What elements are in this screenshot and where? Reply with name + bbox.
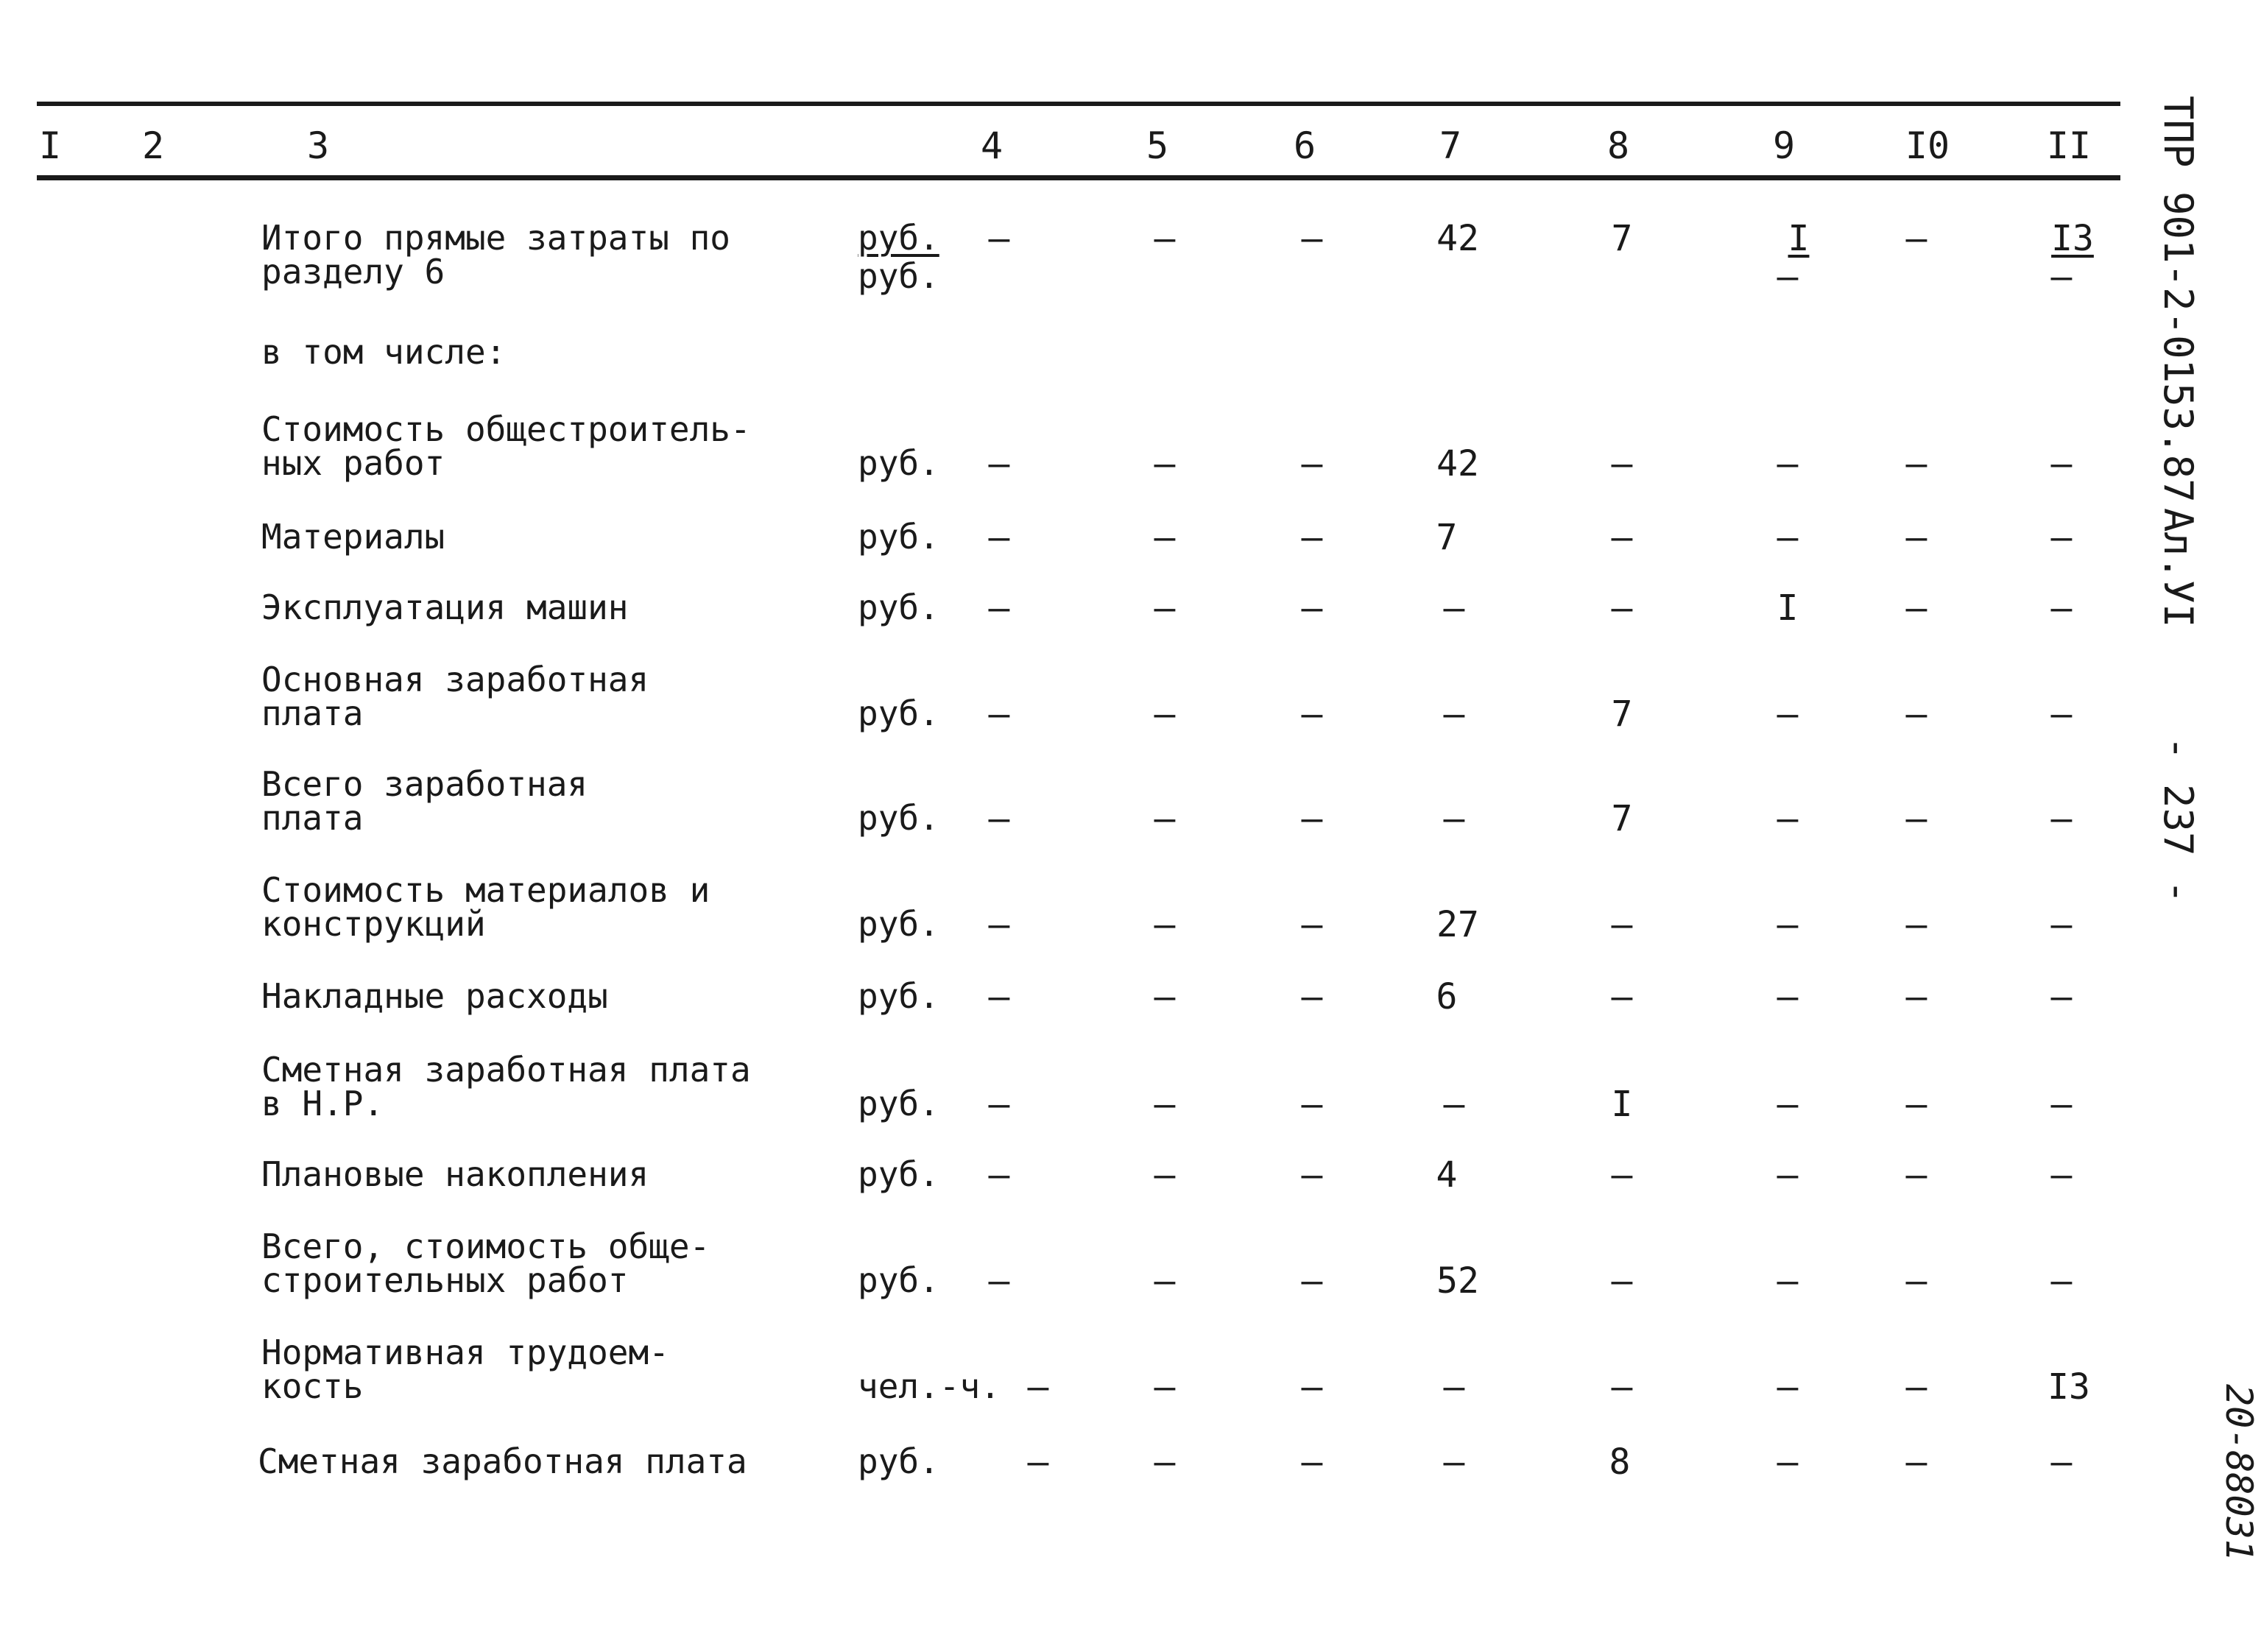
cell-col-10: – [1905,798,1927,839]
cell-col-5: – [1154,976,1176,1017]
row-label: Всего заработная плата [261,764,588,838]
row-unit: руб. [858,693,939,733]
cell-col-6: – [1301,517,1323,558]
cell-col-5: – [1154,517,1176,558]
cell-col-11: – [2050,693,2073,735]
cell-col-7: – [1443,1441,1465,1483]
row-unit: чел.-ч. [858,1366,1001,1406]
cell-col-8: – [1611,517,1633,558]
cell-col-8: – [1611,1260,1633,1302]
column-header-4: 4 [980,124,1003,167]
cell-col-4: – [1027,1441,1049,1483]
cell-col-9: – [1777,1084,1799,1125]
cell-col-7: – [1443,798,1465,839]
cell-col-5: – [1154,218,1176,259]
cell-col-8: – [1611,1366,1633,1408]
column-header-9: 9 [1772,124,1796,167]
cell-col-7: – [1443,693,1465,735]
cell-col-6: – [1301,1366,1323,1408]
row-label: Накладные расходы [261,976,608,1016]
cell-col-5: – [1154,1366,1176,1408]
column-header-6: 6 [1293,124,1316,167]
cell-col-10: – [1905,1154,1927,1196]
cell-col-4: – [988,1260,1010,1302]
cell-col-6: – [1301,218,1323,259]
column-header-10: I0 [1905,124,1950,167]
cell-col-7: 6 [1436,976,1458,1017]
cell-col-10: – [1905,218,1927,259]
cell-col-6: – [1301,1441,1323,1483]
column-header-1: I [38,124,62,167]
row-label: Сметная заработная плата [258,1441,747,1481]
cell-col-5: – [1154,1154,1176,1196]
table-top-rule [37,102,2120,106]
cell-col-5: – [1154,1441,1176,1483]
row-label: Стоимость общестроитель- ных работ [261,409,751,483]
cell-col-6: – [1301,1260,1323,1302]
cell-col-11: – [2050,1260,2073,1302]
cell-col-10: – [1905,517,1927,558]
row-unit: руб. [858,587,939,627]
cell-col-4: – [988,693,1010,735]
cell-col-7: – [1443,587,1465,629]
cell-col-8: – [1611,976,1633,1017]
cell-col-10: – [1905,1441,1927,1483]
cell-col-9: – [1777,798,1799,839]
cell-col-7: 4 [1436,1154,1458,1196]
cell-col-10: – [1905,443,1927,484]
document-code: ТПР 901-2-0153.87 [2155,96,2201,503]
cell-col-11: – [2050,904,2073,945]
cell-col-9: – [1777,976,1799,1017]
cell-col-5: – [1154,443,1176,484]
cell-col-10: – [1905,904,1927,945]
cell-col-9: – [1777,1260,1799,1302]
column-header-5: 5 [1146,124,1169,167]
cell-col-4: – [988,443,1010,484]
cell-col-9: I [1788,218,1810,259]
cell-col-4: – [988,587,1010,629]
cell-col-9: – [1777,904,1799,945]
row-unit: руб. [858,1260,939,1300]
row-unit: руб. [858,443,939,483]
cell-col-4: – [988,1154,1010,1196]
cell-col-6: – [1301,1084,1323,1125]
cell-col-4: – [1027,1366,1049,1408]
column-header-11: II [2046,124,2092,167]
cell-col-11: I3 [2051,218,2094,259]
cell-col-9: – [1777,443,1799,484]
cell-col-4: – [988,1084,1010,1125]
cell-col-4: – [988,218,1010,259]
cell-col-7: – [1443,1366,1465,1408]
cell-col-8: I [1611,1084,1633,1125]
cell-col-10: – [1905,1366,1927,1408]
cell-col-8: 7 [1611,218,1633,259]
cell-col-11-denominator: – [2050,256,2073,297]
cell-col-7: 27 [1436,904,1479,945]
row-label: Основная заработная плата [261,660,649,733]
column-header-2: 2 [141,124,165,167]
cell-col-5: – [1154,1260,1176,1302]
row-label: в том числе: [261,332,507,372]
cell-col-6: – [1301,976,1323,1017]
cell-col-11: – [2050,1084,2073,1125]
page-number: - 237 - [2155,736,2201,904]
cell-col-5: – [1154,1084,1176,1125]
row-unit: руб. [858,976,939,1016]
cell-col-11: – [2050,587,2073,629]
cell-col-6: – [1301,693,1323,735]
row-unit: руб. [858,218,939,258]
column-header-3: 3 [306,124,330,167]
row-label: Плановые накопления [261,1154,649,1194]
cell-col-5: – [1154,798,1176,839]
row-label: Сметная заработная плата в Н.Р. [261,1050,751,1123]
row-unit-secondary: руб. [858,256,939,296]
cell-col-6: – [1301,587,1323,629]
cell-col-11: – [2050,517,2073,558]
cell-col-9-denominator: – [1777,256,1799,297]
cell-col-11: – [2050,443,2073,484]
row-label: Всего, стоимость обще- строительных работ [261,1226,710,1300]
cell-col-9: – [1777,517,1799,558]
cell-col-6: – [1301,798,1323,839]
cell-col-7: – [1443,1084,1465,1125]
cell-col-8: – [1611,587,1633,629]
row-label: Материалы [261,517,445,557]
cell-col-10: – [1905,976,1927,1017]
cell-col-5: – [1154,587,1176,629]
cell-col-8: 8 [1609,1441,1631,1483]
cell-col-8: 7 [1611,693,1633,735]
cell-col-10: – [1905,1260,1927,1302]
row-unit: руб. [858,517,939,557]
sheet-label: Ал.УI [2155,508,2201,628]
cell-col-10: – [1905,587,1927,629]
row-unit: руб. [858,1154,939,1194]
cell-col-9: I [1777,587,1799,629]
cell-col-11: – [2050,1154,2073,1196]
cell-col-9: – [1777,693,1799,735]
cell-col-4: – [988,904,1010,945]
cell-col-8: – [1611,1154,1633,1196]
row-unit: руб. [858,904,939,944]
cell-col-7: 52 [1436,1260,1479,1302]
cell-col-8: 7 [1611,798,1633,839]
cell-col-11: – [2050,976,2073,1017]
cell-col-7: 42 [1436,218,1479,259]
cell-col-6: – [1301,1154,1323,1196]
cell-col-6: – [1301,904,1323,945]
column-header-8: 8 [1606,124,1630,167]
cell-col-11: – [2050,1441,2073,1483]
table-header-rule [37,175,2120,180]
cell-col-6: – [1301,443,1323,484]
archive-stamp: 20-88031 [2218,1384,2260,1561]
cell-col-9: – [1777,1441,1799,1483]
row-label: Нормативная трудоем- кость [261,1332,669,1406]
cell-col-10: – [1905,1084,1927,1125]
cell-col-8: – [1611,443,1633,484]
cell-col-9: – [1777,1366,1799,1408]
cell-col-10: – [1905,693,1927,735]
cell-col-7: 42 [1436,443,1479,484]
row-unit: руб. [858,798,939,838]
cell-col-8: – [1611,904,1633,945]
cell-col-4: – [988,976,1010,1017]
row-unit: руб. [858,1084,939,1123]
cell-col-5: – [1154,904,1176,945]
row-label: Итого прямые затраты по разделу 6 [261,218,730,292]
cell-col-7: 7 [1436,517,1458,558]
cell-col-4: – [988,517,1010,558]
cell-col-11: – [2050,798,2073,839]
cell-col-4: – [988,798,1010,839]
column-header-7: 7 [1439,124,1462,167]
row-label: Стоимость материалов и конструкций [261,870,710,944]
row-label: Эксплуатация машин [261,587,629,627]
cell-col-11: I3 [2047,1366,2090,1408]
cell-col-9: – [1777,1154,1799,1196]
cell-col-5: – [1154,693,1176,735]
row-unit: руб. [858,1441,939,1481]
